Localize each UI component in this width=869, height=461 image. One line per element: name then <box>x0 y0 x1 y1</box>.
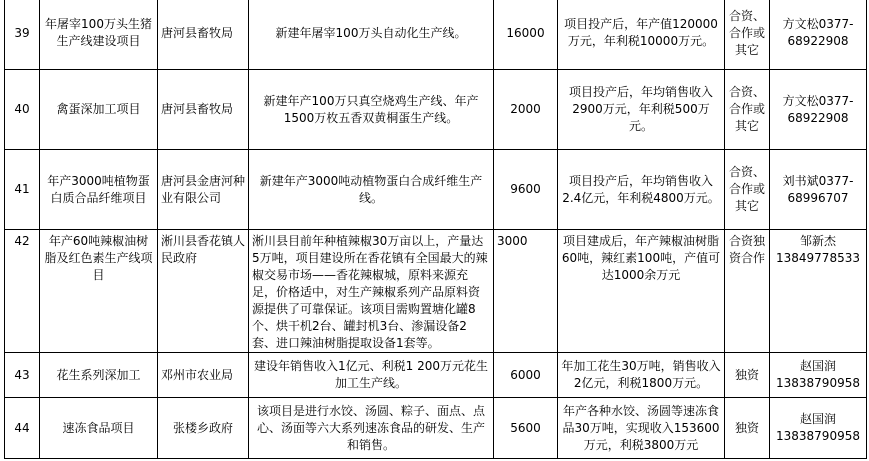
row-number: 43 <box>5 353 40 398</box>
responsible-unit: 邓州市农业局 <box>158 353 249 398</box>
table-row <box>5 230 867 353</box>
investment-amount: 2000 <box>494 70 558 150</box>
contact-info: 方文松0377-68922908 <box>770 0 867 70</box>
table-row <box>5 0 867 70</box>
row-number: 40 <box>5 70 40 150</box>
project-name: 年屠宰100万头生猪生产线建设项目 <box>40 0 158 70</box>
contact-info: 赵国润13838790958 <box>770 398 867 459</box>
responsible-unit: 唐河县畜牧局 <box>158 0 249 70</box>
investment-amount: 16000 <box>494 0 558 70</box>
responsible-unit: 唐河县金唐河种业有限公司 <box>158 150 249 230</box>
project-description: 该项目是进行水饺、汤圆、粽子、面点、点心、汤面等六大系列速冻食品的研发、生产和销售。 <box>249 398 494 459</box>
project-description: 建设年销售收入1亿元、利税1 200万元花生加工生产线。 <box>249 353 494 398</box>
project-description: 新建年产100万只真空烧鸡生产线、年产1500万枚五香双黄桐蛋生产线。 <box>249 70 494 150</box>
expected-benefit: 年产各种水饺、汤圆等速冻食品30万吨，实现收入153600万元，利税3800万元 <box>558 398 725 459</box>
cooperation-mode: 合资、合作或其它 <box>725 150 770 230</box>
table-row <box>5 150 867 230</box>
project-name: 速冻食品项目 <box>40 398 158 459</box>
project-name: 年产60吨辣椒油树脂及红色素生产线项目 <box>40 230 158 353</box>
row-number: 44 <box>5 398 40 459</box>
investment-amount: 3000 <box>494 230 558 353</box>
cooperation-mode: 合资独资合作 <box>725 230 770 353</box>
project-description: 淅川县目前年种植辣椒30万亩以上，产量达5万吨，项目建设所在香花镇有全国最大的辣椒交易市场——香花辣椒城，原料来源充足，价格适中，对生产辣椒系列产品原料资源提供了可靠保证。该项目需购置塘化罐8个、烘干机2台、罐封机3台、渗漏设备2套、进口辣油树脂提取设备1套等。 <box>249 230 494 353</box>
project-name: 禽蛋深加工项目 <box>40 70 158 150</box>
expected-benefit: 项目投产后，年均销售收入2900万元，年利税500万元。 <box>558 70 725 150</box>
cooperation-mode: 独资 <box>725 398 770 459</box>
project-table <box>4 0 867 459</box>
cooperation-mode: 独资 <box>725 353 770 398</box>
expected-benefit: 项目建成后，年产辣椒油树脂60吨，辣红素100吨，产值可达1000余万元 <box>558 230 725 353</box>
row-number: 39 <box>5 0 40 70</box>
project-name: 花生系列深加工 <box>40 353 158 398</box>
contact-info: 邹新杰13849778533 <box>770 230 867 353</box>
expected-benefit: 项目投产后，年均销售收入2.4亿元，年利税4800万元。 <box>558 150 725 230</box>
expected-benefit: 年加工花生30万吨，销售收入2亿元，利税1800万元。 <box>558 353 725 398</box>
table-row <box>5 398 867 459</box>
investment-amount: 9600 <box>494 150 558 230</box>
project-name: 年产3000吨植物蛋白质合品纤维项目 <box>40 150 158 230</box>
responsible-unit: 唐河县畜牧局 <box>158 70 249 150</box>
project-description: 新建年屠宰100万头自动化生产线。 <box>249 0 494 70</box>
investment-amount: 5600 <box>494 398 558 459</box>
table-row <box>5 70 867 150</box>
row-number: 42 <box>5 230 40 353</box>
table-row <box>5 353 867 398</box>
row-number: 41 <box>5 150 40 230</box>
contact-info: 方文松0377-68922908 <box>770 70 867 150</box>
contact-info: 赵国润13838790958 <box>770 353 867 398</box>
responsible-unit: 淅川县香花镇人民政府 <box>158 230 249 353</box>
contact-info: 刘书斌0377-68996707 <box>770 150 867 230</box>
expected-benefit: 项目投产后，年产值120000万元，年利税10000万元。 <box>558 0 725 70</box>
responsible-unit: 张楼乡政府 <box>158 398 249 459</box>
investment-amount: 6000 <box>494 353 558 398</box>
cooperation-mode: 合资、合作或其它 <box>725 70 770 150</box>
cooperation-mode: 合资、合作或其它 <box>725 0 770 70</box>
project-description: 新建年产3000吨动植物蛋白合成纤维生产线。 <box>249 150 494 230</box>
